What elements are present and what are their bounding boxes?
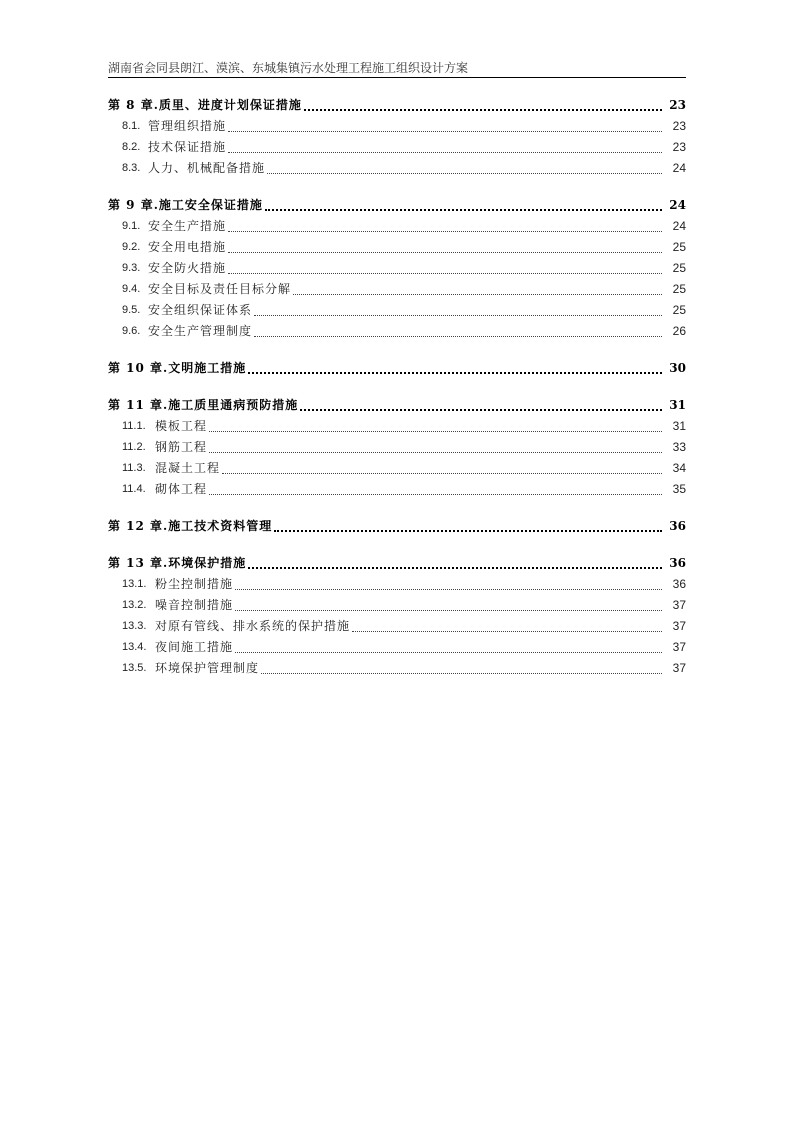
toc-page-number: 37 bbox=[672, 619, 686, 633]
toc-section-number: 13.2. bbox=[122, 599, 147, 611]
dot-leader bbox=[228, 131, 662, 132]
toc-section-number: 11.4. bbox=[122, 483, 146, 495]
toc-page-number: 23 bbox=[669, 98, 686, 112]
toc-section-entry[interactable] bbox=[108, 258, 686, 279]
toc-section-entry[interactable] bbox=[108, 300, 686, 321]
toc-section-number: 9.5. bbox=[122, 304, 141, 316]
dot-leader bbox=[228, 152, 662, 153]
toc-page-number: 37 bbox=[672, 661, 686, 675]
toc-section-entry[interactable] bbox=[108, 574, 686, 595]
toc-chapter-title: 第 10 章.文明施工措施 bbox=[108, 361, 247, 375]
dot-leader bbox=[235, 652, 662, 653]
dot-leader bbox=[267, 173, 662, 174]
toc-section-number: 13.3. bbox=[122, 620, 147, 632]
toc-section-title: 环境保护管理制度 bbox=[155, 661, 260, 675]
toc-section-entry[interactable] bbox=[108, 637, 686, 658]
toc-chapter-10 bbox=[108, 358, 686, 379]
dot-leader bbox=[254, 336, 662, 337]
toc-section-number: 9.2. bbox=[122, 241, 141, 253]
dot-leader bbox=[222, 473, 662, 474]
toc-page-number: 36 bbox=[669, 556, 686, 570]
toc-section-entry[interactable] bbox=[108, 237, 686, 258]
toc-page-number: 26 bbox=[672, 324, 686, 338]
toc-chapter-entry[interactable] bbox=[108, 95, 686, 116]
toc-chapter-entry[interactable] bbox=[108, 553, 686, 574]
toc-section-entry[interactable] bbox=[108, 479, 686, 500]
toc-page-number: 37 bbox=[672, 640, 686, 654]
toc-chapter-13 bbox=[108, 553, 686, 679]
toc-section-title: 技术保证措施 bbox=[148, 140, 227, 154]
toc-chapter-entry[interactable] bbox=[108, 516, 686, 537]
toc-chapter-9 bbox=[108, 195, 686, 342]
toc-page-number: 24 bbox=[672, 161, 686, 175]
dot-leader bbox=[293, 294, 662, 295]
toc-section-number: 9.1. bbox=[122, 220, 141, 232]
toc-page-number: 36 bbox=[672, 577, 686, 591]
toc-section-title: 安全生产措施 bbox=[148, 219, 227, 233]
toc-page-number: 31 bbox=[669, 398, 686, 412]
toc-chapter-entry[interactable] bbox=[108, 395, 686, 416]
toc-page-number: 23 bbox=[672, 119, 686, 133]
dot-leader bbox=[261, 673, 662, 674]
toc-section-title: 安全目标及责任目标分解 bbox=[148, 282, 292, 296]
toc-section-entry[interactable] bbox=[108, 437, 686, 458]
toc-page-number: 24 bbox=[669, 198, 686, 212]
toc-section-number: 13.4. bbox=[122, 641, 147, 653]
toc-section-entry[interactable] bbox=[108, 116, 686, 137]
toc-section-title: 管理组织措施 bbox=[148, 119, 227, 133]
toc-chapter-entry[interactable] bbox=[108, 195, 686, 216]
toc-section-title: 噪音控制措施 bbox=[155, 598, 234, 612]
toc-section-title: 安全用电措施 bbox=[148, 240, 227, 254]
running-header: 湖南省会同县朗江、漠滨、东城集镇污水处理工程施工组织设计方案 bbox=[108, 61, 469, 75]
toc-chapter-11 bbox=[108, 395, 686, 500]
dot-leader bbox=[235, 589, 662, 590]
toc-section-entry[interactable] bbox=[108, 458, 686, 479]
toc-page-number: 25 bbox=[672, 261, 686, 275]
dot-leader bbox=[235, 610, 662, 611]
toc-section-title: 安全生产管理制度 bbox=[148, 324, 253, 338]
dot-leader bbox=[300, 409, 662, 411]
toc-chapter-entry[interactable] bbox=[108, 358, 686, 379]
toc-section-number: 13.1. bbox=[122, 578, 147, 590]
toc-section-number: 11.3. bbox=[122, 462, 146, 474]
toc-section-number: 11.1. bbox=[122, 420, 146, 432]
toc-section-title: 模板工程 bbox=[155, 419, 208, 433]
dot-leader bbox=[304, 109, 662, 111]
toc-page-number: 34 bbox=[672, 461, 686, 475]
toc-section-title: 粉尘控制措施 bbox=[155, 577, 234, 591]
toc-page-number: 35 bbox=[672, 482, 686, 496]
toc-section-number: 9.6. bbox=[122, 325, 141, 337]
toc-section-title: 安全防火措施 bbox=[148, 261, 227, 275]
toc-section-title: 混凝土工程 bbox=[155, 461, 221, 475]
dot-leader bbox=[228, 252, 662, 253]
dot-leader bbox=[209, 431, 662, 432]
toc-page-number: 37 bbox=[672, 598, 686, 612]
toc-section-title: 人力、机械配备措施 bbox=[148, 161, 266, 175]
toc-page-number: 36 bbox=[669, 519, 686, 533]
dot-leader bbox=[248, 567, 662, 569]
dot-leader bbox=[228, 231, 662, 232]
toc-chapter-title: 第 12 章.施工技术资料管理 bbox=[108, 519, 273, 533]
toc-section-title: 夜间施工措施 bbox=[155, 640, 234, 654]
dot-leader bbox=[254, 315, 662, 316]
toc-section-entry[interactable] bbox=[108, 658, 686, 679]
toc-section-number: 8.3. bbox=[122, 162, 141, 174]
toc-section-entry[interactable] bbox=[108, 321, 686, 342]
toc-page-number: 31 bbox=[672, 419, 686, 433]
toc-section-number: 11.2. bbox=[122, 441, 146, 453]
toc-chapter-title: 第 9 章.施工安全保证措施 bbox=[108, 198, 263, 212]
toc-chapter-title: 第 13 章.环境保护措施 bbox=[108, 556, 247, 570]
toc-section-entry[interactable] bbox=[108, 279, 686, 300]
dot-leader bbox=[209, 452, 662, 453]
toc-page-number: 33 bbox=[672, 440, 686, 454]
dot-leader bbox=[274, 530, 662, 532]
toc-page-number: 25 bbox=[672, 240, 686, 254]
toc-page-number: 25 bbox=[672, 282, 686, 296]
header-rule bbox=[108, 77, 686, 78]
toc-section-title: 砌体工程 bbox=[155, 482, 208, 496]
dot-leader bbox=[265, 209, 662, 211]
toc-section-number: 13.5. bbox=[122, 662, 147, 674]
toc-page-number: 30 bbox=[669, 361, 686, 375]
toc-chapter-title: 第 11 章.施工质里通病预防措施 bbox=[108, 398, 299, 412]
toc-section-title: 对原有管线、排水系统的保护措施 bbox=[155, 619, 351, 633]
toc-section-number: 9.3. bbox=[122, 262, 141, 274]
toc-page-number: 24 bbox=[672, 219, 686, 233]
toc-section-entry[interactable] bbox=[108, 616, 686, 637]
toc-chapter-title: 第 8 章.质里、进度计划保证措施 bbox=[108, 98, 302, 112]
toc-section-entry[interactable] bbox=[108, 137, 686, 158]
toc-section-number: 8.1. bbox=[122, 120, 141, 132]
toc-section-entry[interactable] bbox=[108, 595, 686, 616]
toc-section-title: 钢筋工程 bbox=[155, 440, 208, 454]
toc-section-number: 8.2. bbox=[122, 141, 141, 153]
dot-leader bbox=[248, 372, 662, 374]
dot-leader bbox=[209, 494, 662, 495]
dot-leader bbox=[352, 631, 662, 632]
toc-chapter-12 bbox=[108, 516, 686, 537]
toc-section-number: 9.4. bbox=[122, 283, 141, 295]
toc-section-entry[interactable] bbox=[108, 158, 686, 179]
toc-section-entry[interactable] bbox=[108, 416, 686, 437]
dot-leader bbox=[228, 273, 662, 274]
toc-section-title: 安全组织保证体系 bbox=[148, 303, 253, 317]
toc-page-number: 25 bbox=[672, 303, 686, 317]
toc-chapter-8 bbox=[108, 95, 686, 179]
toc-page-number: 23 bbox=[672, 140, 686, 154]
toc-section-entry[interactable] bbox=[108, 216, 686, 237]
table-of-contents bbox=[108, 95, 686, 695]
